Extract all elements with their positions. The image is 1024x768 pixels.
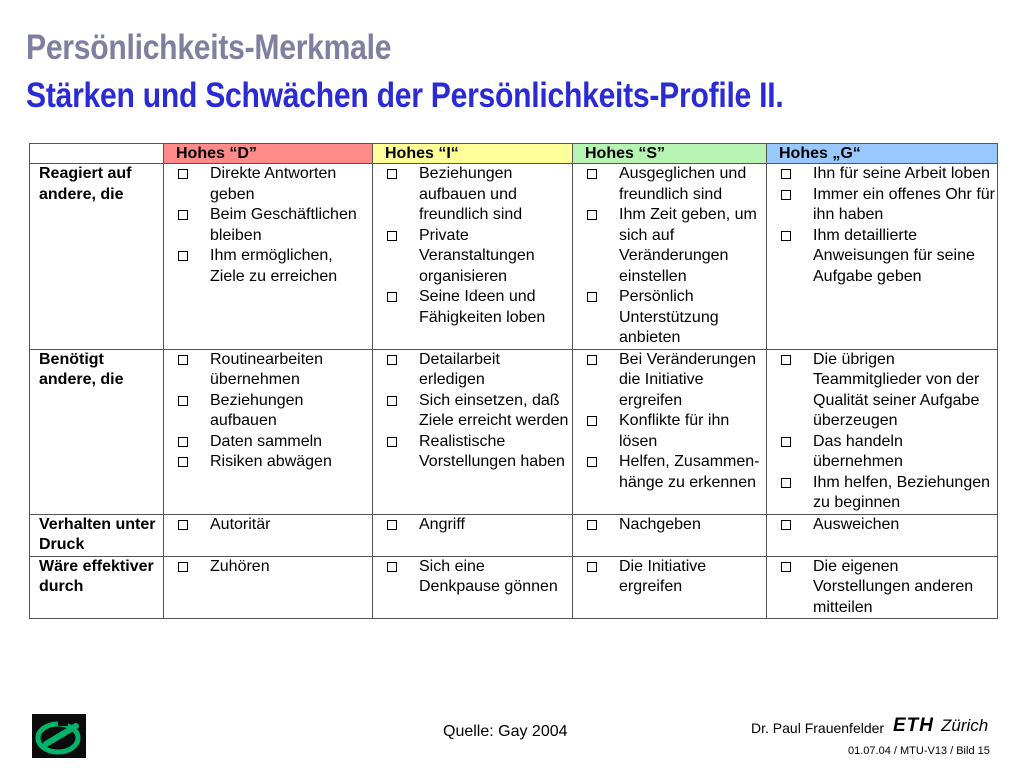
checkbox-bullet-icon [387, 169, 397, 179]
checkbox-bullet-icon [587, 520, 597, 530]
list-item-text: Beim Geschäftlichen bleiben [210, 206, 357, 244]
checkbox-bullet-icon [781, 520, 791, 530]
cell-i [373, 514, 573, 556]
list-item-text: Autoritär [210, 515, 271, 533]
list-item [777, 557, 995, 619]
checkbox-bullet-icon [178, 396, 188, 406]
checkbox-bullet-icon [387, 355, 397, 365]
list-item-text: Risiken abwägen [210, 453, 332, 470]
row-label: Reagiert auf andere, die [30, 164, 164, 350]
list-item-text: Immer ein offenes Ohr für ihn haben [813, 185, 995, 223]
list-item [777, 226, 995, 288]
list-item-text: Ausgeglichen und freundlich sind [619, 165, 747, 203]
checkbox-bullet-icon [178, 562, 188, 572]
list-item-text: Beziehungen aufbauen [210, 391, 304, 429]
list-item [174, 432, 370, 453]
list-item [777, 515, 995, 536]
bullet-list [174, 350, 370, 473]
bullet-list [383, 557, 570, 598]
table-row [30, 514, 998, 556]
bullet-list [383, 164, 570, 328]
bullet-list [777, 164, 995, 287]
list-item-text: Das handeln übernehmen [813, 432, 903, 470]
bullet-list [777, 557, 995, 619]
checkbox-bullet-icon [178, 355, 188, 365]
list-item-text: Ihm ermöglichen, Ziele zu erreichen [210, 247, 338, 285]
bullet-list [174, 164, 370, 287]
list-item [174, 515, 370, 536]
bullet-list [383, 350, 570, 473]
list-item [383, 432, 570, 473]
checkbox-bullet-icon [781, 190, 791, 200]
cell-g [767, 164, 998, 350]
row-label: Wäre effektiver durch [30, 556, 164, 619]
cell-s [573, 164, 767, 350]
checkbox-bullet-icon [781, 169, 791, 179]
list-item [383, 557, 570, 598]
checkbox-bullet-icon [781, 231, 791, 241]
checkbox-bullet-icon [781, 562, 791, 572]
list-item [174, 391, 370, 432]
checkbox-bullet-icon [178, 251, 188, 261]
list-item-text: Ihm helfen, Beziehungen zu beginnen [813, 473, 991, 511]
list-item-text: Ihm detaillierte Anweisungen für seine Aufgabe geben [813, 226, 975, 285]
list-item [583, 205, 764, 287]
list-item-text: Routinearbeiten übernehmen [210, 350, 323, 388]
list-item-text: Bei Veränderungen die Initiative ergreifen [619, 350, 756, 409]
checkbox-bullet-icon [178, 169, 188, 179]
cell-s [573, 514, 767, 556]
table-row [30, 556, 998, 619]
checkbox-bullet-icon [587, 457, 597, 467]
list-item-text: Daten sammeln [210, 432, 323, 450]
checkbox-bullet-icon [587, 416, 597, 426]
header-hohes-d: Hohes “D” [164, 144, 373, 164]
checkbox-bullet-icon [178, 520, 188, 530]
list-item-text: Nachgeben [619, 515, 701, 533]
checkbox-bullet-icon [587, 210, 597, 220]
header-hohes-s: Hohes “S” [573, 144, 767, 164]
institute-logo-icon [32, 714, 86, 763]
eth-wordmark: ETH [893, 715, 934, 736]
checkbox-bullet-icon [587, 355, 597, 365]
list-item [174, 246, 370, 287]
checkbox-bullet-icon [387, 562, 397, 572]
bullet-list [174, 557, 370, 578]
checkbox-bullet-icon [387, 292, 397, 302]
header-hohes-g: Hohes „G“ [767, 144, 998, 164]
list-item-text: Ihm Zeit geben, um sich auf Veränderungen einstellen [619, 206, 757, 285]
list-item-text: Detailarbeit erledigen [419, 350, 500, 388]
checkbox-bullet-icon [587, 169, 597, 179]
list-item-text: Die übrigen Teammitglieder von der Qualität seiner Aufgabe überzeugen [813, 350, 980, 429]
list-item [174, 452, 370, 473]
list-item [383, 287, 570, 328]
table-row [30, 164, 998, 350]
header-corner [30, 144, 164, 164]
list-item-text: Sich eine Denkpause gönnen [419, 557, 558, 595]
checkbox-bullet-icon [178, 457, 188, 467]
checkbox-bullet-icon [781, 478, 791, 488]
page-info: 01.07.04 / MTU-V13 / Bild 15 [848, 745, 990, 757]
list-item-text: Private Veranstaltungen organisieren [419, 226, 535, 285]
cell-d [164, 556, 373, 619]
list-item-text: Angriff [419, 515, 465, 533]
bullet-list [583, 350, 764, 494]
list-item [583, 164, 764, 205]
list-item [174, 164, 370, 205]
cell-s [573, 349, 767, 514]
bullet-list [777, 515, 995, 536]
bullet-list [383, 515, 570, 536]
list-item-text: Zuhören [210, 557, 270, 575]
list-item [583, 411, 764, 452]
list-item-text: Seine Ideen und Fähigkeiten loben [419, 288, 546, 326]
checkbox-bullet-icon [387, 437, 397, 447]
list-item-text: Ihn für seine Arbeit loben [813, 165, 991, 182]
source-note: Quelle: Gay 2004 [443, 723, 568, 740]
checkbox-bullet-icon [178, 437, 188, 447]
cell-d [164, 164, 373, 350]
checkbox-bullet-icon [387, 396, 397, 406]
cell-i [373, 164, 573, 350]
cell-g [767, 349, 998, 514]
cell-i [373, 349, 573, 514]
checkbox-bullet-icon [587, 292, 597, 302]
list-item [583, 557, 764, 598]
cell-g [767, 556, 998, 619]
list-item [583, 350, 764, 412]
list-item [777, 432, 995, 473]
checkbox-bullet-icon [781, 355, 791, 365]
list-item [583, 287, 764, 349]
list-item-text: Sich einsetzen, daß Ziele erreicht werden [419, 391, 569, 429]
bullet-list [777, 350, 995, 514]
list-item-text: Konflikte für ihn lösen [619, 412, 730, 450]
list-item [383, 350, 570, 391]
list-item [383, 164, 570, 226]
list-item [583, 515, 764, 536]
list-item-text: Realistische Vorstellungen haben [419, 432, 565, 470]
list-item [777, 473, 995, 514]
cell-d [164, 349, 373, 514]
checkbox-bullet-icon [781, 437, 791, 447]
bullet-list [174, 515, 370, 536]
list-item [383, 391, 570, 432]
list-item [383, 226, 570, 288]
list-item [583, 452, 764, 493]
list-item [174, 350, 370, 391]
list-item-text: Helfen, Zusammen-hänge zu erkennen [619, 453, 760, 491]
table-header-row [30, 144, 998, 164]
list-item [174, 205, 370, 246]
list-item [777, 164, 995, 185]
slide-subtitle: Stärken und Schwächen der Persönlichkeits-Profile II. [26, 76, 784, 115]
bullet-list [583, 515, 764, 536]
cell-s [573, 556, 767, 619]
bullet-list [583, 164, 764, 349]
row-label: Benötigt andere, die [30, 349, 164, 514]
table-row [30, 349, 998, 514]
list-item-text: Die eigenen Vorstellungen anderen mitteilen [813, 557, 974, 616]
checkbox-bullet-icon [387, 231, 397, 241]
cell-i [373, 556, 573, 619]
slide-title: Persönlichkeits-Merkmale [26, 28, 392, 67]
eth-city: Zürich [941, 716, 989, 735]
list-item [777, 350, 995, 432]
list-item [174, 557, 370, 578]
checkbox-bullet-icon [387, 520, 397, 530]
cell-d [164, 514, 373, 556]
list-item-text: Beziehungen aufbauen und freundlich sind [419, 165, 523, 223]
header-hohes-i: Hohes “I“ [373, 144, 573, 164]
author-name: Dr. Paul Frauenfelder [751, 720, 885, 736]
list-item-text: Ausweichen [813, 515, 900, 533]
list-item-text: Direkte Antworten geben [210, 165, 337, 203]
list-item-text: Persönlich Unterstützung anbieten [619, 288, 719, 346]
row-label: Verhalten unter Druck [30, 514, 164, 556]
list-item-text: Die Initiative ergreifen [619, 557, 707, 595]
checkbox-bullet-icon [178, 210, 188, 220]
bullet-list [583, 557, 764, 598]
cell-g [767, 514, 998, 556]
list-item [383, 515, 570, 536]
profile-table [29, 143, 998, 619]
checkbox-bullet-icon [587, 562, 597, 572]
list-item [777, 185, 995, 226]
